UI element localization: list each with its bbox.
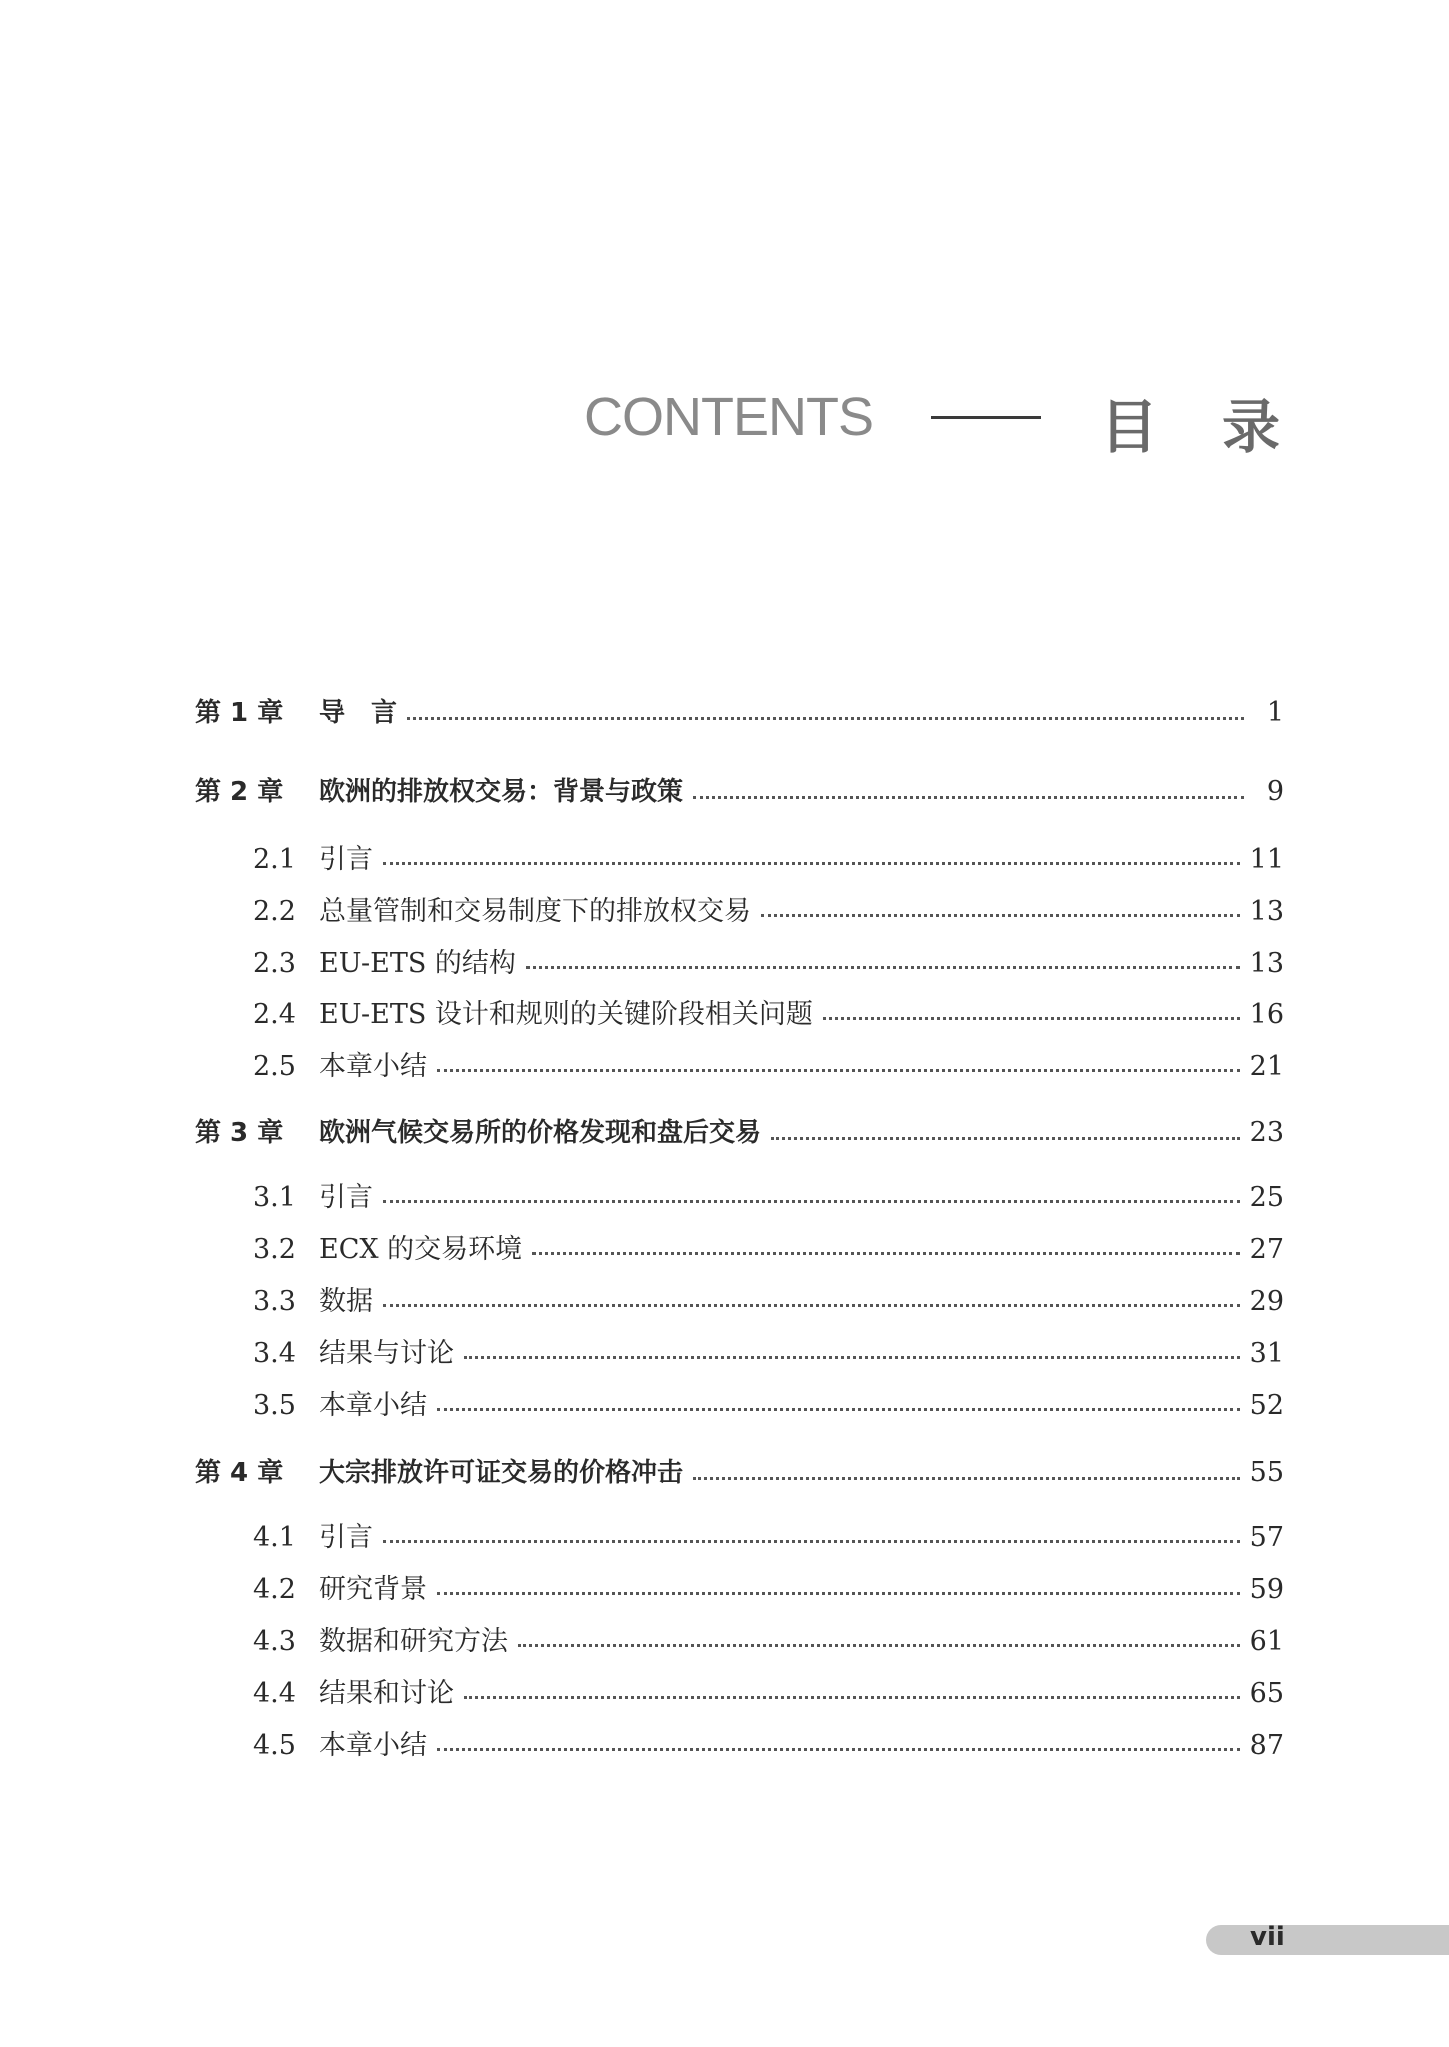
- toc-entry-title: 本章小结: [319, 1390, 427, 1421]
- toc-entry-title: EU-ETS 的结构: [319, 948, 516, 979]
- toc-dot-leader: [693, 796, 1244, 799]
- page-number-tab: [1206, 1925, 1449, 1955]
- toc-entry-title: 导 言: [319, 698, 398, 728]
- toc-section-entry[interactable]: [253, 1279, 1284, 1319]
- toc-section-entry[interactable]: [253, 1671, 1284, 1711]
- toc-entry-title: 数据和研究方法: [319, 1626, 508, 1657]
- toc-entry-title: 本章小结: [319, 1051, 427, 1082]
- toc-section-entry[interactable]: [253, 1175, 1284, 1215]
- toc-entry-title: 引言: [319, 1522, 373, 1553]
- toc-entry-title: 引言: [319, 844, 373, 875]
- toc-entry-page: 25: [1249, 1182, 1284, 1213]
- toc-entry-label: 3.5: [253, 1390, 296, 1421]
- toc-entry-page: 87: [1249, 1730, 1284, 1761]
- toc-entry-title: 结果和讨论: [319, 1678, 454, 1709]
- toc-dot-leader: [437, 1748, 1240, 1751]
- toc-dot-leader: [437, 1069, 1240, 1072]
- toc-entry-label: 4.5: [253, 1730, 296, 1761]
- toc-entry-label: 4.4: [253, 1678, 296, 1709]
- toc-entry-page: 13: [1249, 948, 1284, 979]
- toc-chapter-entry[interactable]: [195, 1452, 1284, 1492]
- toc-entry-label: 第 2 章: [195, 777, 284, 807]
- toc-entry-page: 1: [1266, 697, 1284, 728]
- toc-entry-page: 59: [1249, 1574, 1284, 1605]
- toc-entry-page: 16: [1249, 999, 1284, 1030]
- toc-section-entry[interactable]: [253, 1619, 1284, 1659]
- toc-section-entry[interactable]: [253, 941, 1284, 981]
- toc-entry-label: 2.1: [253, 844, 296, 875]
- contents-header: [0, 380, 1449, 460]
- toc-dot-leader: [383, 1200, 1240, 1203]
- toc-entry-title: ECX 的交易环境: [319, 1234, 523, 1265]
- toc-entry-label: 第 4 章: [195, 1458, 284, 1488]
- toc-dot-leader: [518, 1644, 1240, 1647]
- toc-section-entry[interactable]: [253, 1331, 1284, 1371]
- toc-section-entry[interactable]: [253, 1044, 1284, 1084]
- toc-entry-label: 2.3: [253, 948, 296, 979]
- toc-dot-leader: [532, 1252, 1239, 1255]
- toc-entry-title: 本章小结: [319, 1730, 427, 1761]
- toc-entry-label: 4.2: [253, 1574, 296, 1605]
- toc-section-entry[interactable]: [253, 1227, 1284, 1267]
- toc-entry-title: 总量管制和交易制度下的排放权交易: [319, 896, 751, 927]
- toc-dot-leader: [823, 1017, 1240, 1020]
- toc-entry-page: 29: [1249, 1286, 1284, 1317]
- toc-dot-leader: [407, 717, 1244, 720]
- toc-entry-page: 61: [1249, 1626, 1284, 1657]
- toc-dot-leader: [383, 1304, 1240, 1307]
- toc-dot-leader: [464, 1696, 1240, 1699]
- toc-entry-title: 数据: [319, 1286, 373, 1317]
- toc-section-entry[interactable]: [253, 992, 1284, 1032]
- toc-entry-label: 2.4: [253, 999, 296, 1030]
- toc-dot-leader: [437, 1592, 1240, 1595]
- toc-dot-leader: [464, 1356, 1240, 1359]
- toc-dot-leader: [383, 1540, 1240, 1543]
- toc-entry-page: 65: [1249, 1678, 1284, 1709]
- toc-section-entry[interactable]: [253, 837, 1284, 877]
- toc-section-entry[interactable]: [253, 1383, 1284, 1423]
- toc-entry-page: 27: [1249, 1234, 1284, 1265]
- contents-title-cn: 目录: [1100, 393, 1345, 461]
- toc-entry-title: 引言: [319, 1182, 373, 1213]
- toc-entry-label: 4.3: [253, 1626, 296, 1657]
- title-divider: [931, 416, 1041, 419]
- toc-entry-page: 55: [1249, 1457, 1284, 1488]
- toc-entry-title: 欧洲气候交易所的价格发现和盘后交易: [319, 1118, 762, 1148]
- toc-chapter-entry[interactable]: [195, 1112, 1284, 1152]
- toc-dot-leader: [761, 914, 1240, 917]
- toc-section-entry[interactable]: [253, 1723, 1284, 1763]
- toc-section-entry[interactable]: [253, 889, 1284, 929]
- toc-entry-label: 2.2: [253, 896, 296, 927]
- toc-entry-label: 第 1 章: [195, 698, 284, 728]
- toc-entry-label: 3.3: [253, 1286, 296, 1317]
- toc-dot-leader: [771, 1137, 1240, 1140]
- toc-dot-leader: [693, 1477, 1240, 1480]
- toc-chapter-entry[interactable]: [195, 692, 1284, 732]
- toc-entry-label: 第 3 章: [195, 1118, 284, 1148]
- toc-entry-page: 23: [1249, 1117, 1284, 1148]
- contents-title-en: CONTENTS: [584, 387, 873, 447]
- toc-entry-title: 研究背景: [319, 1574, 427, 1605]
- toc-section-entry[interactable]: [253, 1567, 1284, 1607]
- toc-entry-label: 2.5: [253, 1051, 296, 1082]
- toc-dot-leader: [383, 862, 1240, 865]
- toc-entry-page: 52: [1249, 1390, 1284, 1421]
- toc-entry-page: 13: [1249, 896, 1284, 927]
- toc-entry-label: 3.4: [253, 1338, 296, 1369]
- toc-entry-title: 欧洲的排放权交易：背景与政策: [319, 777, 684, 807]
- toc-entry-label: 3.1: [253, 1182, 296, 1213]
- toc-entry-title: 大宗排放许可证交易的价格冲击: [319, 1458, 684, 1488]
- toc-section-entry[interactable]: [253, 1515, 1284, 1555]
- toc-chapter-entry[interactable]: [195, 771, 1284, 811]
- toc-entry-page: 57: [1249, 1522, 1284, 1553]
- toc-entry-title: 结果与讨论: [319, 1338, 454, 1369]
- toc-entry-label: 3.2: [253, 1234, 296, 1265]
- toc-entry-title: EU-ETS 设计和规则的关键阶段相关问题: [319, 999, 813, 1030]
- toc-entry-label: 4.1: [253, 1522, 296, 1553]
- toc-entry-page: 31: [1249, 1338, 1284, 1369]
- page-number: vii: [1250, 1922, 1285, 1952]
- toc-dot-leader: [526, 966, 1240, 969]
- toc-dot-leader: [437, 1408, 1240, 1411]
- toc-entry-page: 9: [1266, 776, 1284, 807]
- toc-entry-page: 11: [1249, 844, 1284, 875]
- toc-entry-page: 21: [1249, 1051, 1284, 1082]
